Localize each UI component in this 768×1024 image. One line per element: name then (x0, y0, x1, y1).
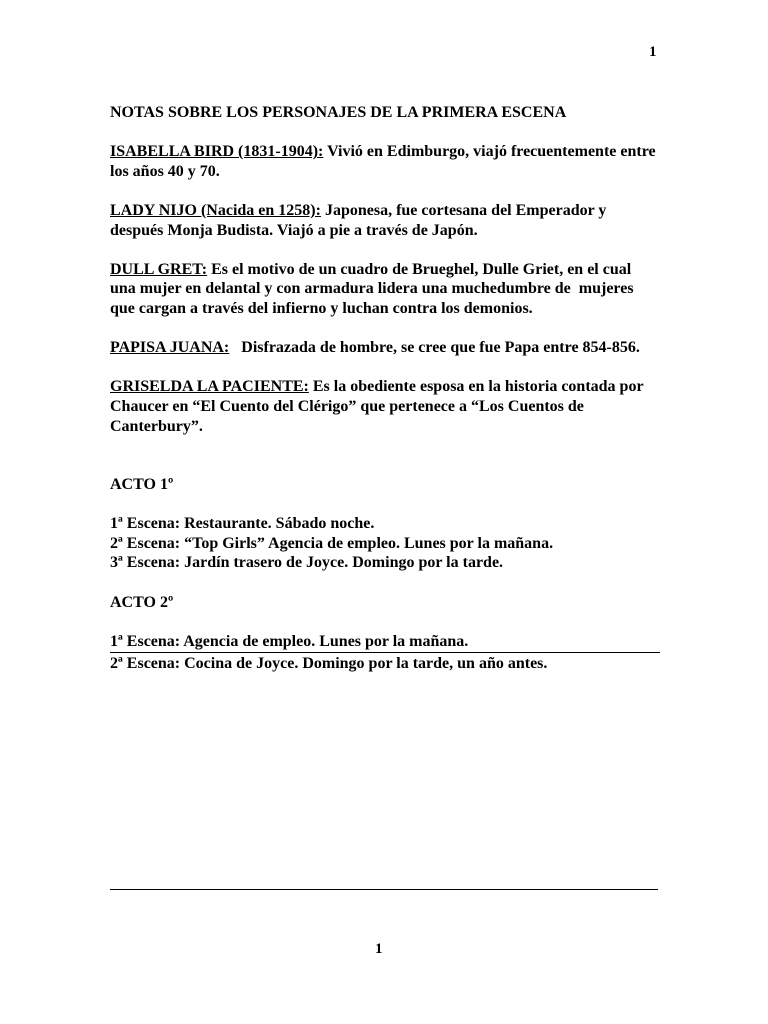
character-name: PAPISA JUANA: (110, 339, 230, 357)
character-description: Es el motivo de un cuadro de Brueghel, Dulle Griet, en el cual una mujer en delantal y con armadura lidera una muchedumbre de mujeres que cargan a través del infierno y luchan contra los demonios. (110, 260, 638, 317)
character-note (110, 201, 660, 240)
character-note (110, 338, 660, 358)
character-name: DULL GRET: (110, 260, 208, 278)
character-description: Japonesa, fue cortesana del Emperador y después Monja Budista. Viajó a pie a través de Japón. (110, 201, 607, 239)
page-title: NOTAS SOBRE LOS PERSONAJES DE LA PRIMERA ESCENA (110, 104, 567, 121)
character-description: Es la obediente esposa en la historia contada por Chaucer en “El Cuento del Clérigo” que pertenece a “Los Cuentos de Canterbury”. (110, 378, 644, 435)
character-note (110, 377, 660, 436)
character-note (110, 142, 660, 181)
scene-line: 2ª Escena: Cocina de Joyce. Domingo por la tarde, un año antes. (110, 655, 548, 673)
scene-line: 1ª Escena: Agencia de empleo. Lunes por la mañana. (110, 632, 660, 654)
scene-line: 2ª Escena: “Top Girls” Agencia de empleo. Lunes por la mañana. (110, 534, 554, 552)
character-name: GRISELDA LA PACIENTE: (110, 378, 309, 396)
character-description: Disfrazada de hombre, se cree que fue Papa entre 854-856. (229, 339, 640, 357)
page-number-header: 1 (649, 44, 657, 60)
character-name: LADY NIJO (Nacida en 1258): (110, 201, 321, 219)
character-name: ISABELLA BIRD (1831-1904): (110, 143, 324, 161)
document-body (110, 103, 660, 674)
scene-line: 3ª Escena: Jardín trasero de Joyce. Domingo por la tarde. (110, 554, 504, 572)
section-spacer (110, 436, 660, 475)
act-heading: ACTO 2º (110, 593, 174, 611)
footnote-divider (110, 889, 658, 890)
act-heading: ACTO 1º (110, 476, 174, 494)
character-description: Vivió en Edimburgo, viajó frecuentemente entre los años 40 y 70. (110, 143, 656, 180)
page-number-footer: 1 (375, 941, 383, 957)
character-note (110, 260, 660, 319)
scene-line: 1ª Escena: Restaurante. Sábado noche. (110, 515, 375, 533)
